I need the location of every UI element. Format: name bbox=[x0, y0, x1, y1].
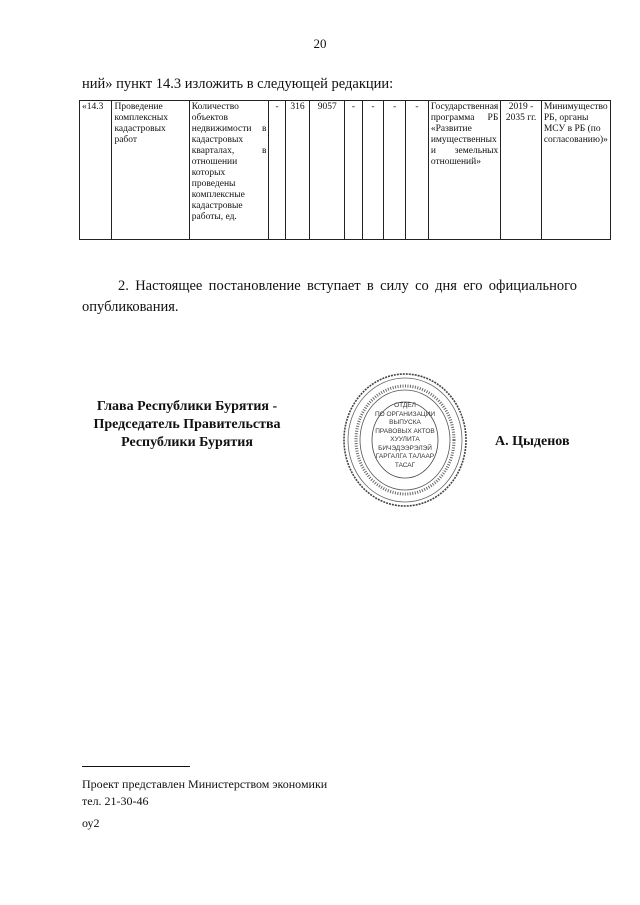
seal-line: ПО ОРГАНИЗАЦИИ bbox=[374, 410, 436, 418]
seal-line: ВЫПУСКА bbox=[389, 419, 421, 426]
seal-line: ТАСАГ bbox=[394, 461, 416, 469]
signatory-name: А. Цыденов bbox=[495, 434, 570, 449]
cell-value-3: 9057 bbox=[310, 101, 345, 240]
signatory-title-line: Глава Республики Бурятия - bbox=[96, 399, 278, 414]
page-number: 20 bbox=[313, 36, 327, 51]
cell-value-7: - bbox=[406, 101, 429, 240]
cell-event: Проведение комплексных кадастровых работ bbox=[112, 101, 189, 240]
paragraph-2: 2. Настоящее постановление вступает в силу со дня его официального опубликования. bbox=[82, 278, 577, 315]
cell-program: Государственная программа РБ «Развитие имущественных и земельных отношений» bbox=[428, 101, 500, 240]
cell-value-4: - bbox=[345, 101, 362, 240]
cell-period: 2019 - 2035 гг. bbox=[501, 101, 542, 240]
seal-line: БИЧЭДЭЭРЭЛЭЙ bbox=[378, 444, 432, 452]
seal-line: ГАРГАЛГА ТАЛААР bbox=[375, 453, 435, 460]
intro-text: ний» пункт 14.3 изложить в следующей редакции: bbox=[82, 76, 394, 92]
footnote-line: тел. 21-30-46 bbox=[82, 794, 149, 808]
cell-num: «14.3 bbox=[80, 101, 112, 240]
document-code: оу2 bbox=[82, 816, 100, 830]
signatory-title-line: Председатель Правительства bbox=[93, 417, 281, 432]
seal-inner-text bbox=[373, 402, 437, 470]
footnote bbox=[82, 776, 327, 810]
amendment-table bbox=[79, 100, 611, 240]
cell-value-2: 316 bbox=[285, 101, 310, 240]
signatory-title bbox=[76, 398, 298, 452]
seal-line: ПРАВОВЫХ АКТОВ bbox=[375, 427, 435, 435]
cell-value-5: - bbox=[362, 101, 384, 240]
cell-value-6: - bbox=[384, 101, 406, 240]
seal-line: ОТДЕЛ bbox=[394, 402, 416, 409]
footnote-divider bbox=[82, 766, 190, 767]
footnote-line: Проект представлен Министерством экономики bbox=[82, 777, 328, 791]
cell-indicator: Количество объектов недвижимости в кадастровых кварталах, в отношении которых проведены комплексные кадастровые работы, ед. bbox=[189, 101, 269, 240]
cell-value-1: - bbox=[269, 101, 285, 240]
table-row bbox=[80, 101, 611, 240]
seal-line: ХУУЛИТА bbox=[390, 436, 420, 443]
signatory-title-line: Республики Бурятия bbox=[121, 435, 253, 450]
cell-executor: Минимущество РБ, органы МСУ в РБ (по согласованию)» bbox=[541, 101, 610, 240]
